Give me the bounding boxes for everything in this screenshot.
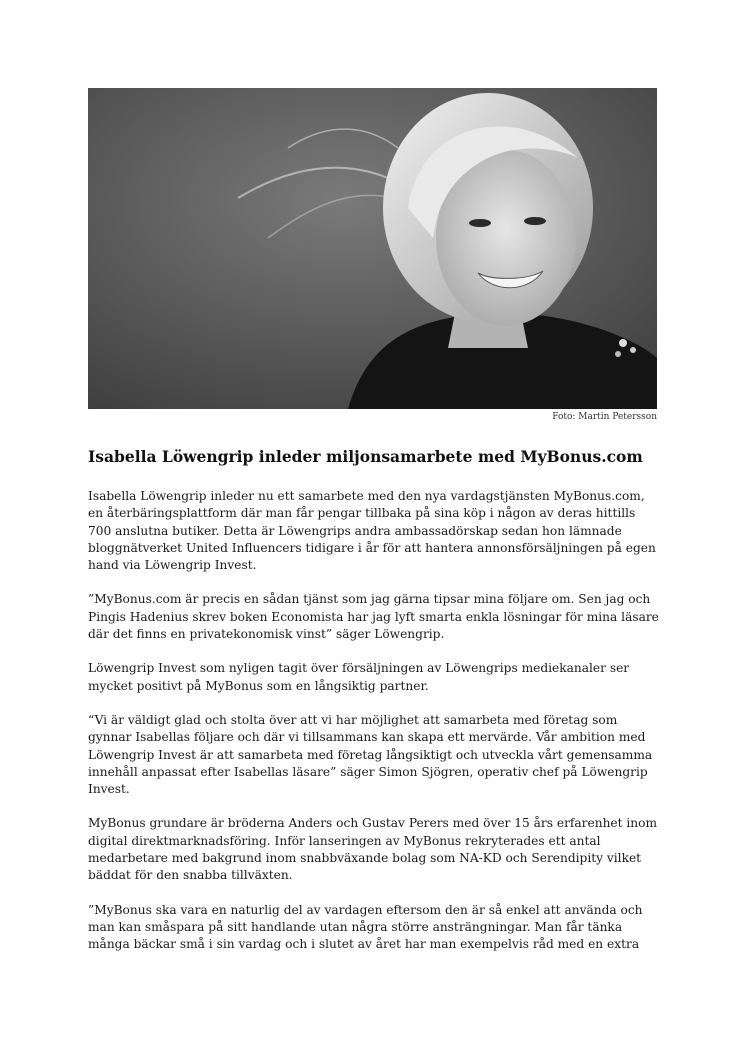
paragraph: ”MyBonus ska vara en naturlig del av vardagen eftersom den är så enkel att använda och man kan småspara på sitt handlande utan några större ansträngningar. Man får tänka många bäckar små i sin vardag och i slutet av året har man exempelvis råd med en extra xyxy=(88,902,643,952)
paragraph: ”MyBonus.com är precis en sådan tjänst som jag gärna tipsar mina följare om. Sen jag och Pingis Hadenius skrev boken Economista har jag lyft smarta enkla lösningar för mina läsare där det finns en privatekonomisk vinst” säger Löwengrip. xyxy=(88,592,659,642)
paragraph: Isabella Löwengrip inleder nu ett samarbete med den nya vardagstjänsten MyBonus.com, en återbäringsplattform där man får pengar tillbaka på sina köp i någon av deras hittills 700 anslutna butiker. Detta är Löwengrips andra ambassadörskap sedan hon lämnade bloggnätverket United Influencers tidigare i år för att hantera annonsförsäljningen på egen hand via Löwengrip Invest. xyxy=(88,489,656,573)
portrait-icon xyxy=(88,88,657,409)
photo-caption: Foto: Martin Petersson xyxy=(552,412,657,422)
paragraph: Löwengrip Invest som nyligen tagit över försäljningen av Löwengrips mediekanaler ser mycket positivt på MyBonus som en långsiktig partner. xyxy=(88,661,630,693)
article-headline: Isabella Löwengrip inleder miljonsamarbete med MyBonus.com xyxy=(88,447,643,466)
portrait-photo xyxy=(88,88,657,409)
paragraph: “Vi är väldigt glad och stolta över att vi har möjlighet att samarbeta med företag som gynnar Isabellas följare och där vi tillsammans kan skapa ett mervärde. Vår ambition med Löwengrip Invest är att samarbeta med företag långsiktigt och utveckla vårt gemensamma innehåll anpassat efter Isabellas läsare” säger Simon Sjögren, operativ chef på Löwengrip Invest. xyxy=(88,712,653,797)
paragraph: MyBonus grundare är bröderna Anders och Gustav Perers med över 15 års erfarenhet inom digital direktmarknadsföring. Inför lanseringen av MyBonus rekryterades ett antal medarbetare med bakgrund inom snabbväxande bolag som NA-KD och Serendipity vilket bäddat för den snabba tillväxten. xyxy=(88,816,658,883)
article-body xyxy=(88,488,660,971)
